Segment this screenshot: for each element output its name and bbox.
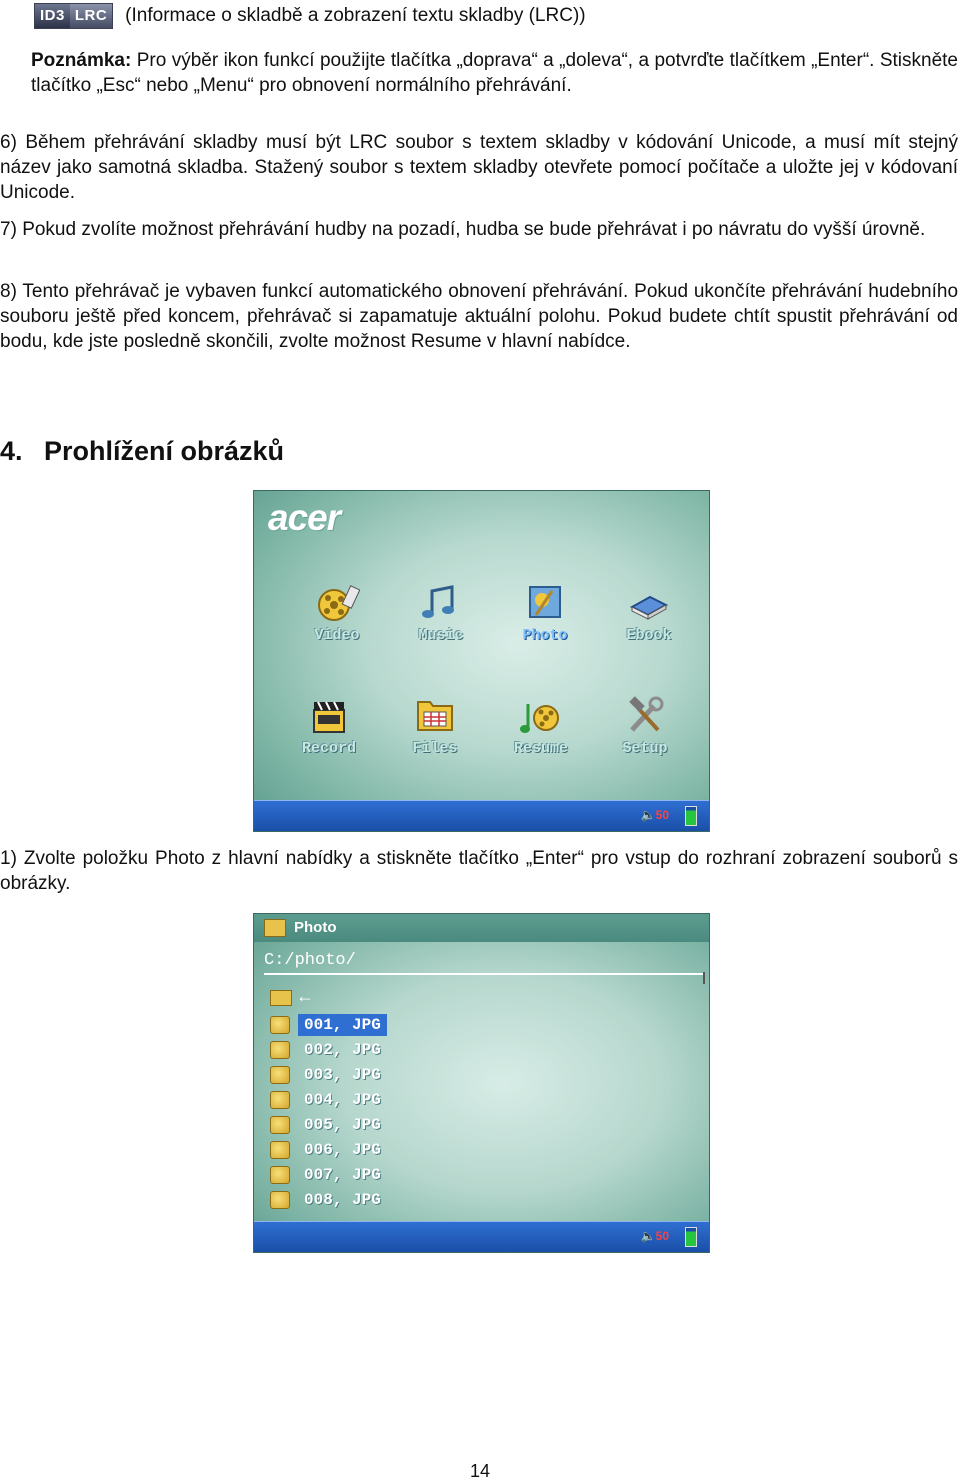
film-reel-icon (314, 583, 360, 623)
menu-item-record[interactable] (284, 696, 374, 757)
file-name: 001, JPG (298, 1014, 387, 1036)
menu-label-ebook: Ebook (626, 627, 672, 644)
window-title: Photo (294, 919, 337, 936)
note-paragraph (31, 48, 958, 98)
file-name: 002, JPG (304, 1041, 381, 1059)
image-file-icon (270, 1091, 290, 1109)
menu-label-video: Video (314, 627, 360, 644)
book-icon (626, 583, 672, 623)
image-file-icon (270, 1116, 290, 1134)
lrc-header (34, 3, 586, 29)
folder-icon (264, 919, 286, 937)
item-7-number: 7) (0, 219, 17, 240)
music-notes-icon (418, 583, 464, 623)
wrench-hammer-icon (622, 696, 668, 736)
menu-label-files: Files (412, 740, 458, 757)
file-row[interactable] (268, 1064, 688, 1086)
parent-folder-icon[interactable] (270, 990, 292, 1006)
photo-browser-screenshot (253, 913, 710, 1253)
menu-item-setup[interactable] (600, 696, 690, 757)
menu-label-setup: Setup (622, 740, 668, 757)
menu-label-music: Music (418, 627, 464, 644)
id3-badge: ID3 (35, 4, 70, 28)
back-arrow-icon[interactable]: ← (296, 986, 314, 1006)
menu-item-music[interactable] (396, 583, 486, 644)
photo-frame-icon (522, 583, 568, 623)
header-text: (Informace o skladbě a zobrazení textu skladby (LRC)) (125, 5, 586, 26)
menu-label-resume: Resume (513, 740, 568, 757)
file-row[interactable] (268, 1139, 688, 1161)
file-row[interactable] (268, 1189, 688, 1211)
item-7-text: Pokud zvolíte možnost přehrávání hudby na pozadí, hudba se bude přehrávat i po návratu do vyšší úrovně. (22, 219, 926, 240)
file-name: 005, JPG (304, 1116, 381, 1134)
acer-logo: acer (268, 497, 341, 538)
item-8-number: 8) (0, 281, 17, 302)
scrollbar[interactable] (703, 972, 705, 984)
item-6-number: 6) (0, 132, 17, 153)
image-file-icon (270, 1191, 290, 1209)
file-row[interactable] (268, 1164, 688, 1186)
file-name: 008, JPG (304, 1191, 381, 1209)
status-bar (254, 800, 709, 831)
status-bar (254, 1221, 709, 1252)
image-file-icon (270, 1041, 290, 1059)
image-file-icon (270, 1141, 290, 1159)
file-name: 007, JPG (304, 1166, 381, 1184)
menu-label-photo: Photo (522, 627, 568, 644)
file-row[interactable] (268, 1014, 688, 1036)
section-heading (0, 436, 284, 467)
menu-item-ebook[interactable] (604, 583, 694, 644)
image-file-icon (270, 1166, 290, 1184)
file-name: 004, JPG (304, 1091, 381, 1109)
item-6 (0, 130, 958, 205)
id3-lrc-icon (34, 3, 113, 29)
volume-value: 50 (655, 808, 669, 822)
path-bar (264, 951, 704, 975)
step-1-text: Zvolte položku Photo z hlavní nabídky a stiskněte tlačítko „Enter“ pro vstup do rozhraní zobrazení souborů s obrázky. (0, 848, 958, 894)
item-8 (0, 279, 958, 354)
image-file-icon (270, 1066, 290, 1084)
menu-item-resume[interactable] (496, 696, 586, 757)
title-bar (254, 914, 709, 942)
volume-indicator: 🔈50 (640, 808, 669, 822)
menu-item-video[interactable] (292, 583, 382, 644)
battery-icon (685, 806, 697, 826)
step-1 (0, 846, 958, 896)
page-number: 14 (469, 1461, 491, 1481)
current-path: C:/photo/ (264, 951, 356, 970)
clapperboard-icon (306, 696, 352, 736)
file-row[interactable] (268, 1089, 688, 1111)
item-7 (0, 217, 958, 242)
note-text: Pro výběr ikon funkcí použijte tlačítka „doprava“ a „doleva“, a potvrďte tlačítkem „Enter“. Stiskněte tlačítko „Esc“ nebo „Menu“ pro obnovení normálního přehrávání. (31, 50, 958, 96)
main-menu-screenshot (253, 490, 710, 832)
image-file-icon (270, 1016, 290, 1034)
file-row[interactable] (268, 1039, 688, 1061)
lrc-badge: LRC (70, 4, 112, 28)
menu-item-photo[interactable] (500, 583, 590, 644)
file-name: 006, JPG (304, 1141, 381, 1159)
menu-item-files[interactable] (390, 696, 480, 757)
folder-grid-icon (412, 696, 458, 736)
battery-icon (685, 1227, 697, 1247)
step-1-number: 1) (0, 848, 17, 869)
volume-value: 50 (655, 1229, 669, 1243)
file-row[interactable] (268, 1114, 688, 1136)
note-label: Poznámka: (31, 50, 132, 71)
volume-indicator: 🔈50 (640, 1229, 669, 1243)
item-6-text: Během přehrávání skladby musí být LRC soubor s textem skladby v kódování Unicode, a musí mít stejný název jako samotná skladba. Stažený soubor s textem skladby otevřete pomocí počítače a uložte jej v kódovaní Unicode. (0, 132, 959, 203)
menu-label-record: Record (301, 740, 356, 757)
item-8-text: Tento přehrávač je vybaven funkcí automatického obnovení přehrávání. Pokud ukončíte přehrávání hudebního souboru ještě před koncem, přehrávač si zapamatuje aktuální polohu. Pokud budete chtít spustit přehrávání od bodu, kde jste posledně skončili, zvolte možnost Resume v hlavní nabídce. (0, 281, 959, 352)
section-number: 4. (0, 436, 23, 466)
resume-icon (518, 696, 564, 736)
section-title: Prohlížení obrázků (44, 436, 285, 466)
file-name: 003, JPG (304, 1066, 381, 1084)
